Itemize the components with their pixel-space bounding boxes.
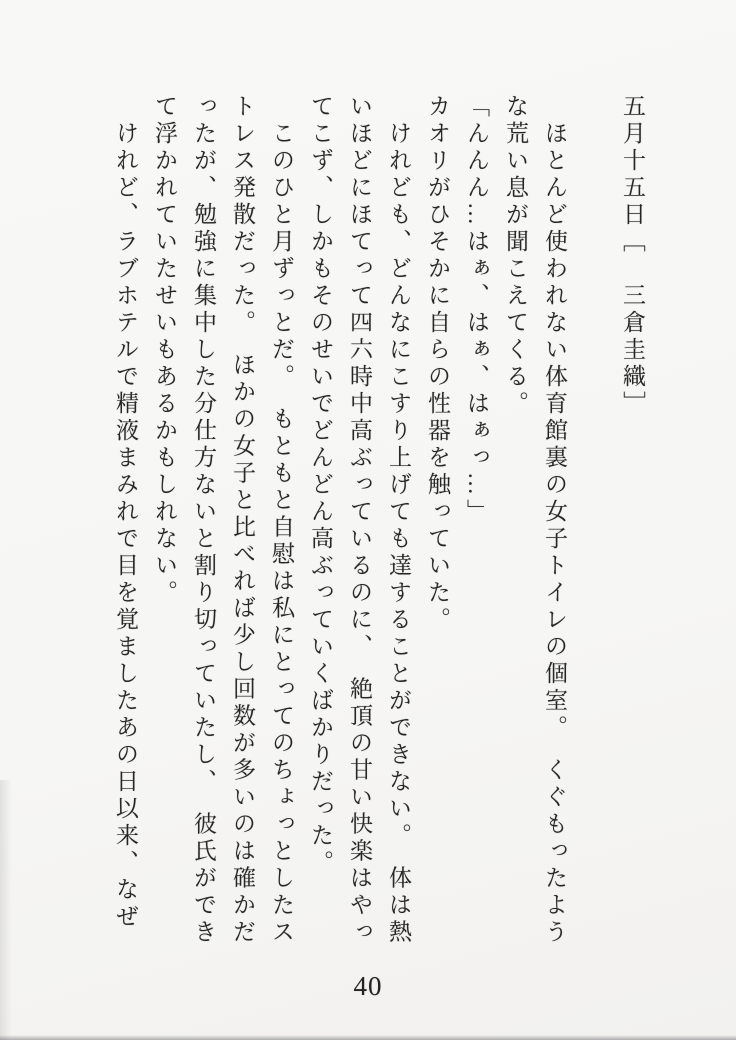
page-number: 40 (353, 971, 383, 1001)
text-line: て浮かれていたせいもあるかもしれない。 (152, 94, 177, 607)
text-line: トレス発散だった。 ほかの女子と比べれば少し回数が多いのは確かだ (230, 94, 255, 947)
vertical-text-block (106, 94, 652, 978)
text-line: 「んんん…はぁ、はぁ、はぁっ…」 (464, 94, 489, 526)
text-line: いほどにほてって四六時中高ぶっているのに、 絶頂の甘い快楽はやっ (347, 94, 372, 947)
text-line: ったが、勉強に集中した分仕方ないと割り切っていたし、 彼氏ができ (191, 94, 216, 947)
text-line: ほとんど使われない体育館裏の女子トイレの個室。 くぐもったよう (542, 94, 567, 947)
text-line: 五月十五日［ 三倉圭織］ (620, 94, 645, 418)
text-line: な荒い息が聞こえてくる。 (503, 94, 528, 418)
text-line: このひと月ずっとだ。 もともと自慰は私にとってのちょっとしたス (269, 94, 294, 947)
text-line: けれど、ラブホテルで精液まみれで目を覚ましたあの日以来、なぜ (113, 94, 138, 931)
text-line: カオリがひそかに自らの性器を触っていた。 (425, 94, 450, 634)
text-line (574, 94, 613, 978)
text-line: けれども、どんなにこすり上げても達することができない。 体は熱 (386, 94, 411, 947)
text-line: てこず、しかもそのせいでどんどん高ぶっていくばかりだった。 (308, 94, 333, 877)
